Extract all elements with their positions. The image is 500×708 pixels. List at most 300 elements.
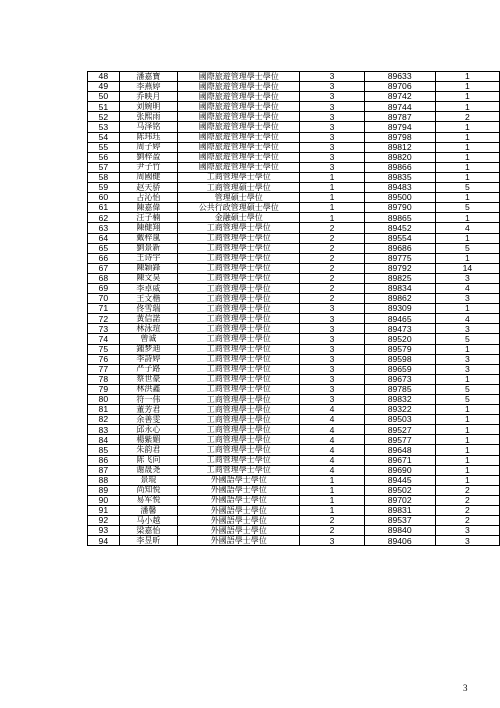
student-name-cell: 劉梓盈	[119, 152, 177, 162]
table-row	[88, 384, 500, 394]
student-code-cell: 89671	[364, 455, 435, 465]
degree-program-cell: 外國語學士學位	[178, 506, 300, 516]
table-row	[88, 223, 500, 233]
degree-program-cell: 工商管理學士學位	[178, 233, 300, 243]
student-code-cell: 89633	[364, 72, 435, 82]
count-cell: 1	[435, 405, 499, 415]
row-number-cell: 91	[88, 506, 120, 516]
count-cell: 1	[435, 132, 499, 142]
row-number-cell: 55	[88, 142, 120, 152]
row-number-cell: 75	[88, 344, 120, 354]
degree-program-cell: 國際旅遊管理學士學位	[178, 102, 300, 112]
year-cell: 3	[300, 334, 364, 344]
year-cell: 2	[300, 253, 364, 263]
table-row	[88, 263, 500, 273]
student-code-cell: 89865	[364, 213, 435, 223]
student-code-cell: 89744	[364, 102, 435, 112]
count-cell: 2	[435, 112, 499, 122]
year-cell: 3	[300, 344, 364, 354]
count-cell: 1	[435, 162, 499, 172]
student-name-cell: 梁嘉怡	[119, 526, 177, 536]
degree-program-cell: 工商管理學士學位	[178, 314, 300, 324]
year-cell: 1	[300, 183, 364, 193]
student-code-cell: 89579	[364, 344, 435, 354]
row-number-cell: 73	[88, 324, 120, 334]
year-cell: 3	[300, 364, 364, 374]
table-row	[88, 516, 500, 526]
page-number: 3	[463, 683, 468, 693]
count-cell: 1	[435, 344, 499, 354]
student-name-cell: 汪子楠	[119, 213, 177, 223]
student-name-cell: 尹子竹	[119, 162, 177, 172]
row-number-cell: 85	[88, 445, 120, 455]
year-cell: 2	[300, 263, 364, 273]
student-name-cell: 戴梓嵐	[119, 233, 177, 243]
year-cell: 2	[300, 243, 364, 253]
table-row	[88, 294, 500, 304]
count-cell: 1	[435, 233, 499, 243]
student-code-cell: 89465	[364, 314, 435, 324]
count-cell: 1	[435, 435, 499, 445]
table-row	[88, 324, 500, 334]
count-cell: 1	[435, 415, 499, 425]
degree-program-cell: 工商管理學士學位	[178, 172, 300, 182]
table-row	[88, 485, 500, 495]
student-code-cell: 89659	[364, 364, 435, 374]
count-cell: 1	[435, 102, 499, 112]
count-cell: 1	[435, 142, 499, 152]
student-code-cell: 89862	[364, 294, 435, 304]
degree-program-cell: 工商管理學士學位	[178, 405, 300, 415]
student-name-cell: 劉景新	[119, 243, 177, 253]
student-name-cell: 符一伟	[119, 395, 177, 405]
count-cell: 1	[435, 82, 499, 92]
table-row	[88, 374, 500, 384]
table-row	[88, 364, 500, 374]
table-row	[88, 243, 500, 253]
table-row	[88, 122, 500, 132]
year-cell: 3	[300, 324, 364, 334]
table-row	[88, 435, 500, 445]
student-code-cell: 89785	[364, 384, 435, 394]
degree-program-cell: 工商管理學士學位	[178, 425, 300, 435]
table-row	[88, 425, 500, 435]
table-row	[88, 233, 500, 243]
student-name-cell: 潘馨	[119, 506, 177, 516]
row-number-cell: 94	[88, 536, 120, 546]
table-row	[88, 72, 500, 82]
year-cell: 3	[300, 142, 364, 152]
table-row	[88, 445, 500, 455]
count-cell: 2	[435, 495, 499, 505]
student-code-cell: 89790	[364, 203, 435, 213]
count-cell: 2	[435, 485, 499, 495]
count-cell: 4	[435, 283, 499, 293]
student-code-cell: 89792	[364, 263, 435, 273]
student-code-cell: 89794	[364, 122, 435, 132]
student-code-cell: 89787	[364, 112, 435, 122]
student-name-cell: 余善雯	[119, 415, 177, 425]
table-row	[88, 203, 500, 213]
degree-program-cell: 金融碩士學位	[178, 213, 300, 223]
student-name-cell: 黃信諾	[119, 314, 177, 324]
degree-program-cell: 國際旅遊管理學士學位	[178, 122, 300, 132]
count-cell: 1	[435, 465, 499, 475]
student-name-cell: 林泳瑄	[119, 324, 177, 334]
row-number-cell: 60	[88, 193, 120, 203]
student-code-cell: 89483	[364, 183, 435, 193]
year-cell: 3	[300, 72, 364, 82]
degree-program-cell: 公共行政管理碩士學位	[178, 203, 300, 213]
row-number-cell: 93	[88, 526, 120, 536]
row-number-cell: 83	[88, 425, 120, 435]
row-number-cell: 66	[88, 253, 120, 263]
year-cell: 1	[300, 495, 364, 505]
degree-program-cell: 工商管理學士學位	[178, 344, 300, 354]
row-number-cell: 81	[88, 405, 120, 415]
degree-program-cell: 外國語學士學位	[178, 475, 300, 485]
student-name-cell: 李昱昕	[119, 536, 177, 546]
row-number-cell: 58	[88, 172, 120, 182]
year-cell: 2	[300, 294, 364, 304]
row-number-cell: 62	[88, 213, 120, 223]
degree-program-cell: 國際旅遊管理學士學位	[178, 82, 300, 92]
year-cell: 2	[300, 526, 364, 536]
degree-program-cell: 國際旅遊管理學士學位	[178, 132, 300, 142]
table-row	[88, 193, 500, 203]
row-number-cell: 59	[88, 183, 120, 193]
count-cell: 1	[435, 445, 499, 455]
student-code-cell: 89835	[364, 172, 435, 182]
table-row	[88, 405, 500, 415]
degree-program-cell: 工商管理學士學位	[178, 364, 300, 374]
year-cell: 2	[300, 273, 364, 283]
student-code-cell: 89798	[364, 132, 435, 142]
count-cell: 5	[435, 183, 499, 193]
year-cell: 3	[300, 102, 364, 112]
count-cell: 1	[435, 213, 499, 223]
student-code-cell: 89690	[364, 465, 435, 475]
table-row	[88, 283, 500, 293]
student-code-cell: 89742	[364, 92, 435, 102]
year-cell: 3	[300, 384, 364, 394]
row-number-cell: 64	[88, 233, 120, 243]
table-row	[88, 102, 500, 112]
count-cell: 2	[435, 516, 499, 526]
student-name-cell: 王文楷	[119, 294, 177, 304]
student-code-cell: 89309	[364, 304, 435, 314]
table-row	[88, 183, 500, 193]
table-row	[88, 536, 500, 546]
student-name-cell: 乔映月	[119, 92, 177, 102]
row-number-cell: 77	[88, 364, 120, 374]
year-cell: 3	[300, 354, 364, 364]
table-row	[88, 273, 500, 283]
student-code-cell: 89832	[364, 395, 435, 405]
count-cell: 1	[435, 425, 499, 435]
count-cell: 1	[435, 172, 499, 182]
student-code-cell: 89706	[364, 82, 435, 92]
table-row	[88, 526, 500, 536]
row-number-cell: 72	[88, 314, 120, 324]
student-name-cell: 刘婉明	[119, 102, 177, 112]
student-code-cell: 89500	[364, 193, 435, 203]
table-row	[88, 304, 500, 314]
table-row	[88, 344, 500, 354]
student-name-cell: 曾诚	[119, 334, 177, 344]
year-cell: 4	[300, 405, 364, 415]
count-cell: 2	[435, 506, 499, 516]
year-cell: 3	[300, 314, 364, 324]
student-name-cell: 陳嘉偉	[119, 203, 177, 213]
student-name-cell: 陳文昊	[119, 273, 177, 283]
student-name-cell: 陈玮珏	[119, 132, 177, 142]
student-name-cell: 周子婷	[119, 142, 177, 152]
row-number-cell: 74	[88, 334, 120, 344]
year-cell: 3	[300, 374, 364, 384]
degree-program-cell: 工商管理學士學位	[178, 445, 300, 455]
row-number-cell: 51	[88, 102, 120, 112]
row-number-cell: 84	[88, 435, 120, 445]
count-cell: 3	[435, 354, 499, 364]
year-cell: 1	[300, 475, 364, 485]
student-code-cell: 89686	[364, 243, 435, 253]
degree-program-cell: 國際旅遊管理學士學位	[178, 72, 300, 82]
student-code-cell: 89812	[364, 142, 435, 152]
table-row	[88, 506, 500, 516]
year-cell: 3	[300, 304, 364, 314]
degree-program-cell: 工商管理學士學位	[178, 304, 300, 314]
row-number-cell: 89	[88, 485, 120, 495]
student-name-cell: 李燕婷	[119, 82, 177, 92]
count-cell: 4	[435, 223, 499, 233]
student-name-cell: 邱永心	[119, 425, 177, 435]
year-cell: 3	[300, 536, 364, 546]
year-cell: 4	[300, 445, 364, 455]
table-row	[88, 142, 500, 152]
student-name-cell: 陳健翔	[119, 223, 177, 233]
row-number-cell: 71	[88, 304, 120, 314]
table-row	[88, 314, 500, 324]
year-cell: 1	[300, 506, 364, 516]
degree-program-cell: 外國語學士學位	[178, 495, 300, 505]
student-code-cell: 89445	[364, 475, 435, 485]
year-cell: 3	[300, 112, 364, 122]
table-row	[88, 253, 500, 263]
year-cell: 4	[300, 425, 364, 435]
degree-program-cell: 工商管理碩士學位	[178, 183, 300, 193]
row-number-cell: 49	[88, 82, 120, 92]
count-cell: 5	[435, 395, 499, 405]
student-code-cell: 89866	[364, 162, 435, 172]
row-number-cell: 50	[88, 92, 120, 102]
row-number-cell: 53	[88, 122, 120, 132]
student-code-cell: 89648	[364, 445, 435, 455]
degree-program-cell: 工商管理學士學位	[178, 223, 300, 233]
degree-program-cell: 國際旅遊管理學士學位	[178, 142, 300, 152]
count-cell: 5	[435, 203, 499, 213]
degree-program-cell: 國際旅遊管理學士學位	[178, 92, 300, 102]
student-code-cell: 89503	[364, 415, 435, 425]
degree-program-cell: 工商管理學士學位	[178, 273, 300, 283]
table-row	[88, 172, 500, 182]
year-cell: 3	[300, 132, 364, 142]
table-row	[88, 162, 500, 172]
student-code-cell: 89577	[364, 435, 435, 445]
count-cell: 5	[435, 334, 499, 344]
table-row	[88, 354, 500, 364]
count-cell: 3	[435, 294, 499, 304]
row-number-cell: 52	[88, 112, 120, 122]
student-name-cell: 朱韵君	[119, 445, 177, 455]
student-name-cell: 赵天骄	[119, 183, 177, 193]
student-code-cell: 89520	[364, 334, 435, 344]
row-number-cell: 57	[88, 162, 120, 172]
year-cell: 4	[300, 435, 364, 445]
student-name-cell: 尚知悦	[119, 485, 177, 495]
count-cell: 14	[435, 263, 499, 273]
student-name-cell: 周國健	[119, 172, 177, 182]
student-code-cell: 89502	[364, 485, 435, 495]
student-name-cell: 张熙雨	[119, 112, 177, 122]
row-number-cell: 61	[88, 203, 120, 213]
student-code-cell: 89820	[364, 152, 435, 162]
table-row	[88, 132, 500, 142]
records-table-body	[88, 72, 500, 546]
year-cell: 2	[300, 233, 364, 243]
count-cell: 3	[435, 364, 499, 374]
row-number-cell: 56	[88, 152, 120, 162]
student-name-cell: 楊紫媚	[119, 435, 177, 445]
degree-program-cell: 外國語學士學位	[178, 516, 300, 526]
degree-program-cell: 國際旅遊管理學士學位	[178, 112, 300, 122]
student-name-cell: 陈飞向	[119, 455, 177, 465]
row-number-cell: 68	[88, 273, 120, 283]
table-row	[88, 395, 500, 405]
degree-program-cell: 國際旅遊管理學士學位	[178, 162, 300, 172]
degree-program-cell: 國際旅遊管理學士學位	[178, 152, 300, 162]
student-name-cell: 蔡世豪	[119, 374, 177, 384]
student-name-cell: 景琨	[119, 475, 177, 485]
degree-program-cell: 工商管理學士學位	[178, 243, 300, 253]
degree-program-cell: 工商管理學士學位	[178, 395, 300, 405]
student-code-cell: 89554	[364, 233, 435, 243]
student-name-cell: 潘嘉寶	[119, 72, 177, 82]
count-cell: 1	[435, 455, 499, 465]
student-name-cell: 严子路	[119, 364, 177, 374]
year-cell: 4	[300, 455, 364, 465]
row-number-cell: 70	[88, 294, 120, 304]
degree-program-cell: 工商管理學士學位	[178, 354, 300, 364]
table-row	[88, 415, 500, 425]
student-name-cell: 易军悦	[119, 495, 177, 505]
year-cell: 2	[300, 516, 364, 526]
count-cell: 1	[435, 253, 499, 263]
count-cell: 1	[435, 92, 499, 102]
student-code-cell: 89825	[364, 273, 435, 283]
degree-program-cell: 工商管理學士學位	[178, 263, 300, 273]
student-code-cell: 89452	[364, 223, 435, 233]
row-number-cell: 67	[88, 263, 120, 273]
row-number-cell: 87	[88, 465, 120, 475]
row-number-cell: 82	[88, 415, 120, 425]
student-code-cell: 89840	[364, 526, 435, 536]
degree-program-cell: 管理碩士學位	[178, 193, 300, 203]
count-cell: 4	[435, 314, 499, 324]
row-number-cell: 80	[88, 395, 120, 405]
student-code-cell: 89673	[364, 374, 435, 384]
row-number-cell: 65	[88, 243, 120, 253]
student-code-cell: 89527	[364, 425, 435, 435]
degree-program-cell: 工商管理學士學位	[178, 384, 300, 394]
row-number-cell: 78	[88, 374, 120, 384]
student-name-cell: 陳穎鋒	[119, 263, 177, 273]
year-cell: 3	[300, 122, 364, 132]
row-number-cell: 88	[88, 475, 120, 485]
count-cell: 3	[435, 324, 499, 334]
degree-program-cell: 工商管理學士學位	[178, 465, 300, 475]
degree-program-cell: 工商管理學士學位	[178, 435, 300, 445]
count-cell: 5	[435, 243, 499, 253]
year-cell: 4	[300, 415, 364, 425]
table-row	[88, 112, 500, 122]
year-cell: 3	[300, 92, 364, 102]
row-number-cell: 76	[88, 354, 120, 364]
year-cell: 3	[300, 152, 364, 162]
row-number-cell: 63	[88, 223, 120, 233]
table-row	[88, 475, 500, 485]
student-name-cell: 谢晟尧	[119, 465, 177, 475]
year-cell: 2	[300, 283, 364, 293]
student-code-cell: 89473	[364, 324, 435, 334]
row-number-cell: 79	[88, 384, 120, 394]
degree-program-cell: 工商管理學士學位	[178, 294, 300, 304]
row-number-cell: 54	[88, 132, 120, 142]
year-cell: 4	[300, 465, 364, 475]
count-cell: 3	[435, 536, 499, 546]
table-row	[88, 495, 500, 505]
year-cell: 1	[300, 193, 364, 203]
student-name-cell: 董芳君	[119, 405, 177, 415]
table-row	[88, 152, 500, 162]
student-name-cell: 佟雪瑞	[119, 304, 177, 314]
degree-program-cell: 工商管理學士學位	[178, 253, 300, 263]
degree-program-cell: 工商管理學士學位	[178, 324, 300, 334]
student-code-cell: 89322	[364, 405, 435, 415]
student-name-cell: 李卓威	[119, 283, 177, 293]
year-cell: 1	[300, 203, 364, 213]
degree-program-cell: 工商管理學士學位	[178, 455, 300, 465]
table-row	[88, 455, 500, 465]
student-code-cell: 89775	[364, 253, 435, 263]
year-cell: 1	[300, 213, 364, 223]
table-row	[88, 213, 500, 223]
degree-program-cell: 工商管理學士學位	[178, 334, 300, 344]
degree-program-cell: 工商管理學士學位	[178, 374, 300, 384]
year-cell: 2	[300, 223, 364, 233]
degree-program-cell: 外國語學士學位	[178, 536, 300, 546]
student-name-cell: 占沁怡	[119, 193, 177, 203]
student-name-cell: 马泽铭	[119, 122, 177, 132]
table-row	[88, 465, 500, 475]
student-name-cell: 王诗宇	[119, 253, 177, 263]
student-name-cell: 林洪鑫	[119, 384, 177, 394]
count-cell: 1	[435, 122, 499, 132]
year-cell: 3	[300, 162, 364, 172]
student-name-cell: 马小越	[119, 516, 177, 526]
row-number-cell: 90	[88, 495, 120, 505]
student-code-cell: 89831	[364, 506, 435, 516]
